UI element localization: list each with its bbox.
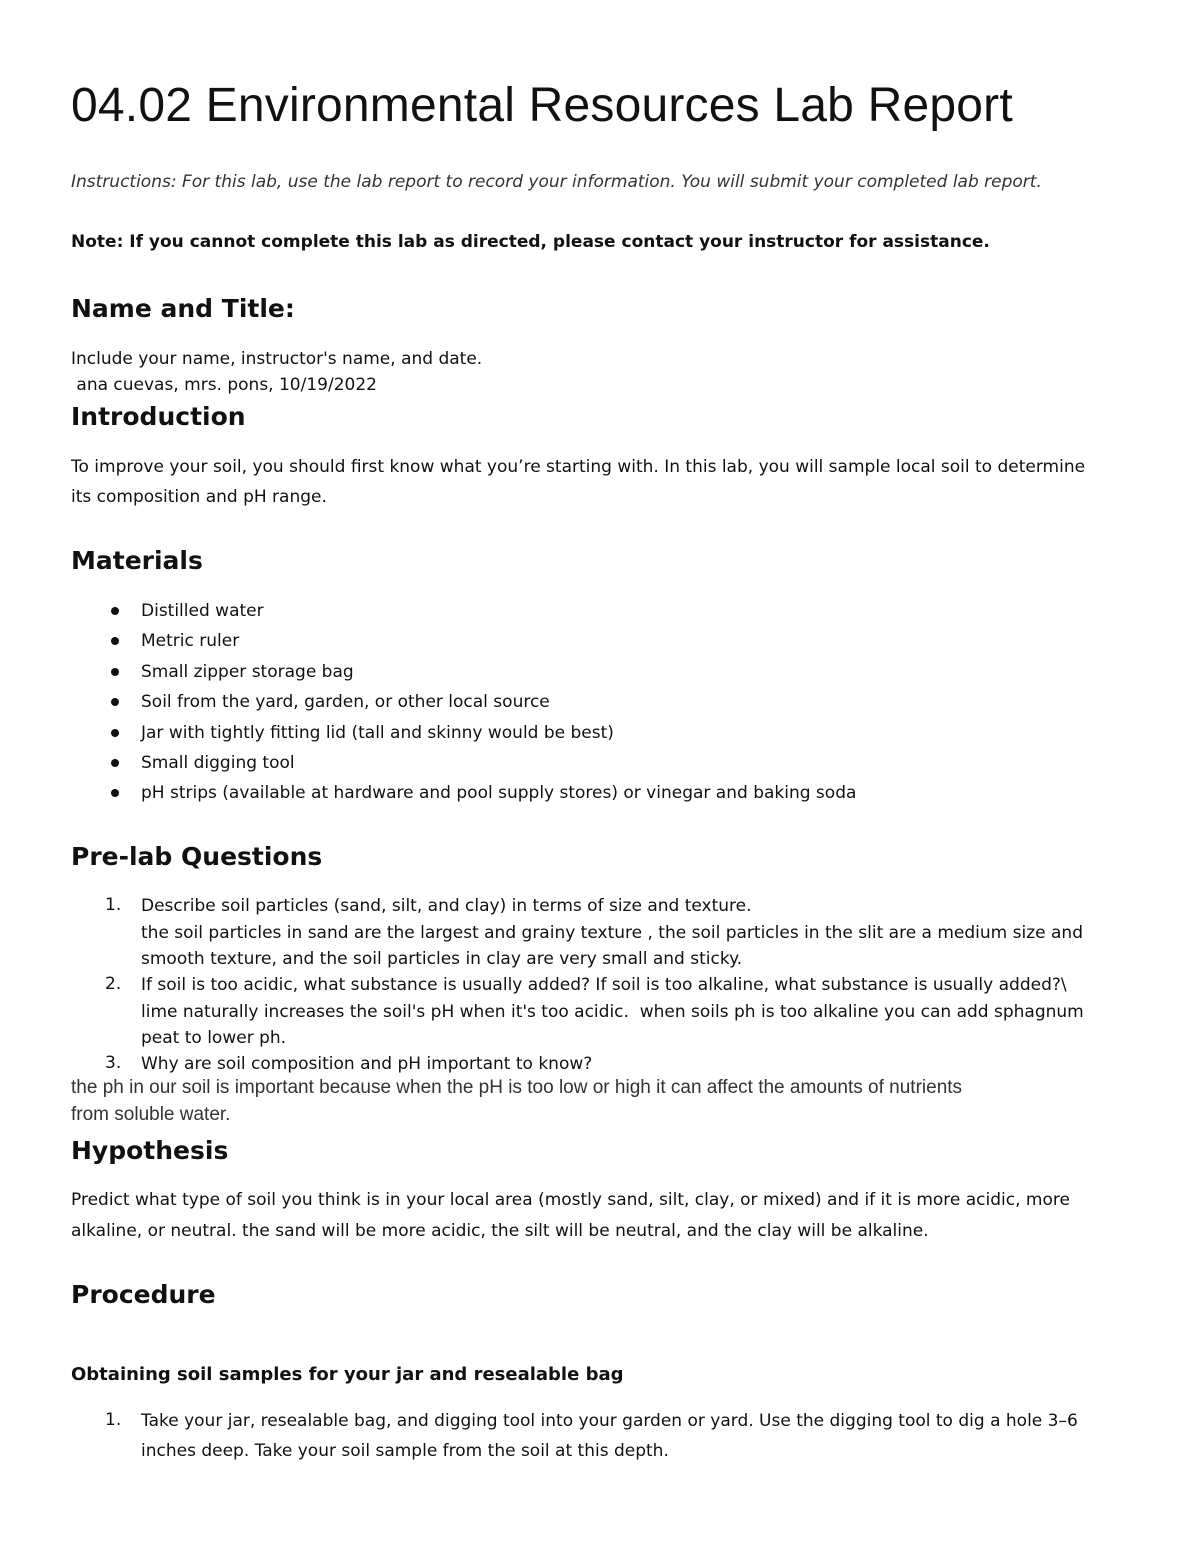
materials-list <box>71 598 856 811</box>
prelab-heading: Pre-lab Questions <box>71 842 323 871</box>
note-text: Note: If you cannot complete this lab as directed, please contact your instructor for assistance. <box>71 232 990 252</box>
name-title-answer: ana cuevas, mrs. pons, 10/19/2022 <box>71 375 377 395</box>
question-2-line-1: If soil is too acidic, what substance is usually added? If soil is too alkaline, what substance is usually added?\ <box>141 975 1067 995</box>
materials-item: Small digging tool <box>71 750 856 780</box>
instructions-text: Instructions: For this lab, use the lab report to record your information. You will submit your completed lab report. <box>71 172 1042 192</box>
materials-heading: Materials <box>71 546 203 575</box>
procedure-heading: Procedure <box>71 1280 216 1309</box>
materials-item: Metric ruler <box>71 628 856 658</box>
materials-item: Jar with tightly fitting lid (tall and skinny would be best) <box>71 720 856 750</box>
introduction-line-1: To improve your soil, you should first know what you’re starting with. In this lab, you will sample local soil to determine <box>71 457 1086 477</box>
page-title: 04.02 Environmental Resources Lab Report <box>71 79 1013 132</box>
question-number: 1. <box>105 895 122 915</box>
materials-item: Soil from the yard, garden, or other local source <box>71 689 856 719</box>
hypothesis-heading: Hypothesis <box>71 1136 229 1165</box>
introduction-heading: Introduction <box>71 402 246 431</box>
name-title-prompt: Include your name, instructor's name, and date. <box>71 349 483 369</box>
question-1-line-1: Describe soil particles (sand, silt, and clay) in terms of size and texture. <box>141 896 752 916</box>
question-3-answer-line-2: from soluble water. <box>71 1104 231 1125</box>
materials-item: Small zipper storage bag <box>71 659 856 689</box>
procedure-subheading: Obtaining soil samples for your jar and resealable bag <box>71 1364 624 1385</box>
materials-item: Distilled water <box>71 598 856 628</box>
question-number: 2. <box>105 974 122 994</box>
step-1-line-1: Take your jar, resealable bag, and digging tool into your garden or yard. Use the digging tool to dig a hole 3–6 <box>141 1411 1078 1431</box>
question-2-line-3: peat to lower ph. <box>141 1028 287 1048</box>
materials-item: pH strips (available at hardware and pool supply stores) or vinegar and baking soda <box>71 780 856 810</box>
question-3-answer-line-1: the ph in our soil is important because when the pH is too low or high it can affect the amounts of nutrients <box>71 1077 963 1098</box>
step-number: 1. <box>105 1410 122 1430</box>
hypothesis-line-2: alkaline, or neutral. the sand will be more acidic, the silt will be neutral, and the clay will be alkaline. <box>71 1221 929 1241</box>
question-number: 3. <box>105 1053 122 1073</box>
hypothesis-line-1: Predict what type of soil you think is in your local area (mostly sand, silt, clay, or mixed) and if it is more acidic, more <box>71 1190 1070 1210</box>
question-1-line-2: the soil particles in sand are the largest and grainy texture , the soil particles in the slit are a medium size and <box>141 923 1083 943</box>
question-2-line-2: lime naturally increases the soil's pH when it's too acidic. when soils ph is too alkaline you can add sphagnum <box>141 1002 1084 1022</box>
step-1-line-2: inches deep. Take your soil sample from the soil at this depth. <box>141 1441 669 1461</box>
introduction-line-2: its composition and pH range. <box>71 487 327 507</box>
question-1-line-3: smooth texture, and the soil particles in clay are very small and sticky. <box>141 949 743 969</box>
question-3-line-1: Why are soil composition and pH important to know? <box>141 1054 593 1074</box>
name-title-heading: Name and Title: <box>71 294 295 323</box>
